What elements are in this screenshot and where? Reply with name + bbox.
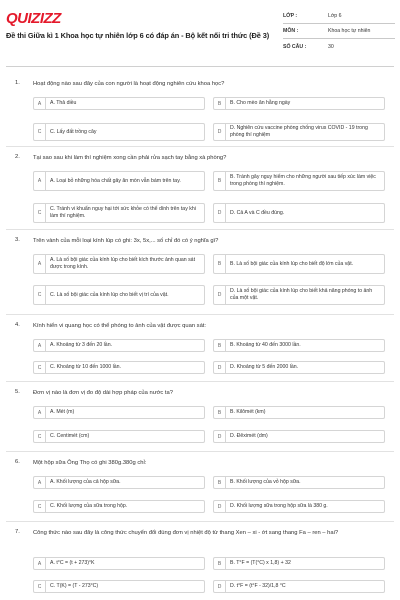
option-c[interactable]: [33, 430, 205, 443]
option-text: C. T(K) = (T - 273°C): [50, 583, 99, 589]
question-divider: [6, 314, 394, 315]
meta-value: Khoa học tự nhiên: [328, 28, 371, 34]
question-text: Đơn vị nào là đơn vị đo độ dài hợp pháp của nước ta?: [33, 390, 173, 396]
option-letter: A: [34, 98, 46, 109]
option-text: B. T°F = (T(°C) x 1,8) + 32: [230, 560, 291, 566]
option-text: D. Là số bội giác của kính lúp cho biết khả năng phóng to ảnh của một vật.: [230, 288, 373, 301]
option-letter: D: [214, 581, 226, 592]
question-text: Công thức nào sau đây là công thức chuyển đổi đúng đơn vị nhiệt độ từ thang Xen – xi - ớt sang thang Fa – ren – hai?: [33, 530, 339, 536]
option-letter: C: [34, 362, 46, 373]
option-letter: D: [214, 286, 226, 304]
header: [0, 0, 400, 64]
option-letter: D: [214, 124, 226, 140]
option-text: D. Đêximét (dm): [230, 433, 268, 439]
option-d[interactable]: [213, 580, 385, 593]
option-text: D. Khối lượng sữa trong hộp sữa là 380 g.: [230, 503, 328, 509]
question-number: 2.: [15, 154, 20, 160]
question-text: Kính hiển vi quang học có thể phóng to ảnh của vật được quan sát:: [33, 323, 207, 329]
header-divider: [6, 66, 394, 67]
option-text: D. Cả A và C đều đúng.: [230, 209, 285, 216]
option-letter: C: [34, 204, 46, 222]
option-a[interactable]: [33, 171, 205, 191]
option-a[interactable]: [33, 339, 205, 352]
option-letter: B: [214, 340, 226, 351]
option-letter: B: [214, 98, 226, 109]
option-text: B. Cho mèo ăn hằng ngày: [230, 100, 291, 106]
option-c[interactable]: [33, 123, 205, 141]
option-text: A. Khối lượng của cả hộp sữa.: [50, 479, 121, 485]
option-letter: B: [214, 255, 226, 273]
meta-row-subject: [283, 24, 395, 39]
option-b[interactable]: [213, 97, 385, 110]
option-d[interactable]: [213, 123, 385, 141]
option-letter: D: [214, 431, 226, 442]
question-divider: [6, 229, 394, 230]
option-text: B. Tránh gây nguy hiểm cho những người sau tiếp xúc làm việc trong phòng thí nghiệm.: [230, 174, 376, 187]
option-c[interactable]: [33, 361, 205, 374]
question-text: Hoạt động nào sau đây của con người là hoạt động nghiên cứu khoa học?: [33, 81, 225, 87]
option-letter: B: [214, 407, 226, 418]
option-text: A. Mét (m): [50, 409, 75, 415]
option-a[interactable]: [33, 97, 205, 110]
meta-label: SỐ CÂU :: [283, 43, 307, 50]
meta-value: 30: [328, 43, 334, 50]
meta-label: LỚP :: [283, 13, 298, 19]
option-text: C. Lấy đất trồng cây: [50, 128, 97, 135]
option-c[interactable]: [33, 203, 205, 223]
option-text: A. Loại bỏ những hóa chất gây ăn mòn vẫn bám trên tay.: [50, 177, 181, 184]
option-letter: D: [214, 204, 226, 222]
option-a[interactable]: [33, 406, 205, 419]
document-title: Đề thi Giữa kì 1 Khoa học tự nhiên lớp 6 có đáp án - Bộ kết nối tri thức (Đề 3): [6, 31, 270, 40]
option-d[interactable]: [213, 500, 385, 513]
question-number: 7.: [15, 529, 20, 535]
option-letter: A: [34, 172, 46, 190]
option-letter: C: [34, 124, 46, 140]
option-b[interactable]: [213, 171, 385, 191]
option-text: B. Kilômét (km): [230, 409, 266, 415]
option-letter: C: [34, 501, 46, 512]
option-d[interactable]: [213, 361, 385, 374]
option-letter: D: [214, 501, 226, 512]
option-d[interactable]: [213, 430, 385, 443]
option-letter: B: [214, 477, 226, 488]
question-number: 6.: [15, 459, 20, 465]
option-text: B. Khoảng từ 40 đến 3000 lần.: [230, 342, 301, 348]
option-letter: C: [34, 286, 46, 304]
option-text: C. Là số bội giác của kính lúp cho biết vị trí của vật.: [50, 291, 169, 298]
option-text: A. t°C = (t + 273)°K: [50, 560, 95, 566]
option-letter: B: [214, 558, 226, 569]
option-letter: C: [34, 581, 46, 592]
option-b[interactable]: [213, 476, 385, 489]
meta-row-grade: [283, 9, 395, 24]
option-letter: D: [214, 362, 226, 373]
option-text: D. Nghiên cứu vaccine phòng chống virus COVID - 19 trong phòng thí nghiệm: [230, 125, 368, 138]
option-text: A. Là số bội giác của kính lúp cho biết kích thước ảnh quan sát được trong kính.: [50, 257, 196, 270]
option-letter: A: [34, 255, 46, 273]
option-text: A. Khoảng từ 3 đến 20 lần.: [50, 342, 113, 348]
option-text: D. Khoảng từ 5 đến 2000 lần.: [230, 364, 299, 370]
option-letter: C: [34, 431, 46, 442]
option-text: B. Là số bội giác của kính lúp cho biết độ lớn của vật.: [230, 260, 354, 267]
option-c[interactable]: [33, 285, 205, 305]
quizizz-logo: QUIZIZZ: [6, 10, 61, 27]
meta-row-count: [283, 39, 395, 54]
option-a[interactable]: [33, 476, 205, 489]
option-d[interactable]: [213, 285, 385, 305]
question-divider: [6, 381, 394, 382]
question-divider: [6, 521, 394, 522]
option-b[interactable]: [213, 406, 385, 419]
option-text: C. Tránh vi khuẩn nguy hại tới sức khỏe có thể dính trên tay khi làm thí nghiệm.: [50, 206, 196, 219]
option-letter: A: [34, 340, 46, 351]
question-text: Trên vành của mỗi loại kính lúp có ghi: 3x, 5x,... số chỉ đó có ý nghĩa gì?: [33, 238, 219, 244]
question-divider: [6, 451, 394, 452]
meta-table: [283, 9, 395, 54]
option-d[interactable]: [213, 203, 385, 223]
option-a[interactable]: [33, 557, 205, 570]
question-divider: [6, 146, 394, 147]
option-a[interactable]: [33, 254, 205, 274]
option-c[interactable]: [33, 500, 205, 513]
option-text: B. Khối lượng của vỏ hộp sữa.: [230, 479, 301, 485]
option-text: C. Centimét (cm): [50, 433, 90, 439]
option-c[interactable]: [33, 580, 205, 593]
question-number: 5.: [15, 389, 20, 395]
option-letter: A: [34, 558, 46, 569]
option-letter: B: [214, 172, 226, 190]
option-letter: A: [34, 477, 46, 488]
option-b[interactable]: [213, 254, 385, 274]
option-letter: A: [34, 407, 46, 418]
option-text: C. Khối lượng của sữa trong hộp.: [50, 503, 128, 509]
question-text: Tại sao sau khi làm thí nghiệm xong cần phải rửa sạch tay bằng xà phòng?: [33, 155, 227, 161]
question-number: 1.: [15, 80, 20, 86]
option-text: A. Thả diều: [50, 100, 77, 106]
meta-value: Lớp 6: [328, 13, 342, 19]
option-b[interactable]: [213, 557, 385, 570]
option-text: C. Khoảng từ 10 đến 1000 lần.: [50, 364, 121, 370]
meta-label: MÔN :: [283, 28, 299, 34]
question-number: 4.: [15, 322, 20, 328]
option-b[interactable]: [213, 339, 385, 352]
question-number: 3.: [15, 237, 20, 243]
option-text: D. t°F = (t°F - 32)/1,8 °C: [230, 583, 286, 589]
question-text: Một hộp sữa Ông Thọ có ghi 380g.380g chỉ:: [33, 460, 147, 466]
